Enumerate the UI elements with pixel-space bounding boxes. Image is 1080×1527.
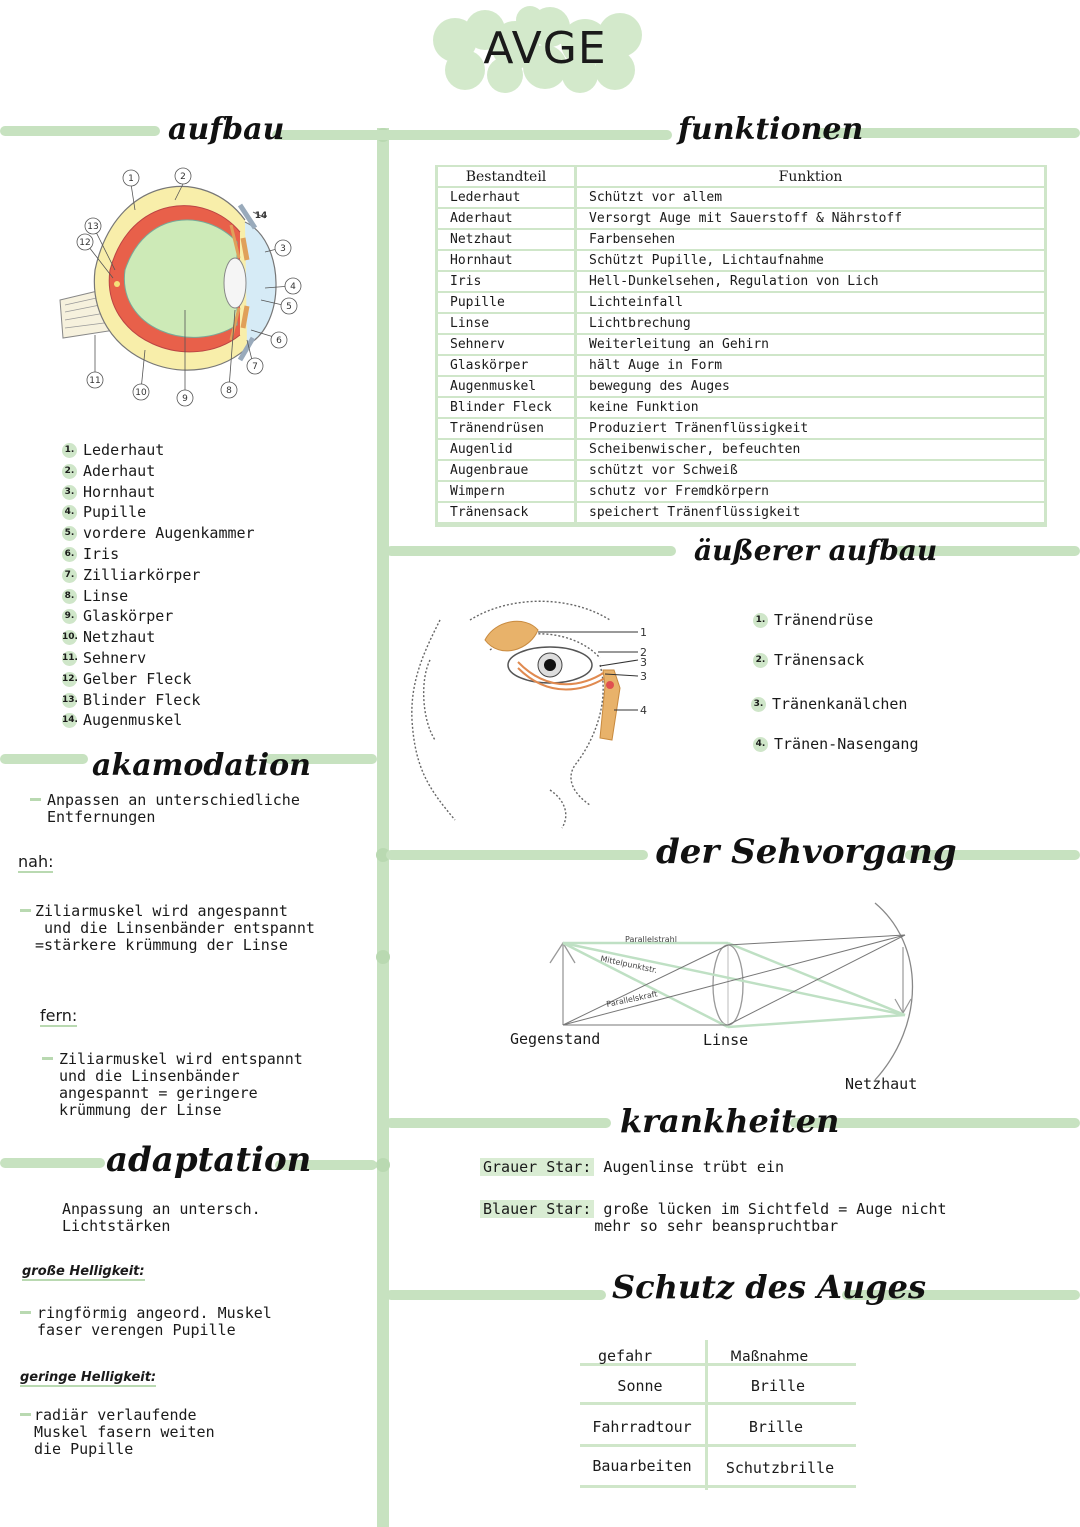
sehvorgang-diagram (505, 895, 935, 1100)
eye-label-2: 2 (180, 172, 186, 182)
heading-sehvorgang: der Sehvorgang (656, 832, 957, 872)
eye-label-3: 3 (280, 244, 286, 254)
list-item: 3. Tränenkanälchen (751, 696, 907, 713)
gering-helligkeit-label: geringe Helligkeit: (20, 1370, 157, 1385)
table-header-row: Bestandteil Funktion (438, 167, 1044, 187)
eye-label-14: 14 (254, 211, 268, 221)
akkomodation-intro: Anpassen an unterschiedliche Entfernungen (30, 792, 300, 826)
eye-label-13: 13 (87, 222, 99, 232)
heading-aeusserer-aufbau: äußerer aufbau (694, 534, 938, 567)
list-item: 12. Gelber Fleck (62, 669, 192, 688)
list-item: 8. Linse (62, 588, 255, 609)
list-item: 6. Iris (62, 546, 255, 567)
table-cell: Brille (750, 1377, 806, 1395)
fern-text: Ziliarmuskel wird entspannt und die Linsenbänder angespannt = geringere krümmung der Linse (42, 1051, 303, 1119)
table-row: Augenbraue schützt vor Schweiß (438, 460, 1044, 481)
eye-label-1: 1 (128, 174, 134, 184)
list-item: 7. Zilliarkörper (62, 567, 255, 588)
eye-label-8: 8 (226, 386, 232, 396)
gegenstand-label: Gegenstand (510, 1030, 601, 1048)
list-item: 1. Lederhaut (62, 442, 255, 463)
schutz-header-gefahr: gefahr (598, 1347, 653, 1365)
list-item: 13. Blinder Fleck (62, 690, 201, 709)
eye-label-6: 6 (276, 336, 282, 346)
heading-adaptation: adaptation (106, 1140, 312, 1180)
rule-sehvorgang-left (386, 850, 648, 860)
center-divider (377, 128, 389, 1527)
table-row: Tränensack speichert Tränenflüssigkeit (438, 502, 1044, 523)
fern-label: fern: (40, 1006, 78, 1025)
gross-helligkeit-text: ringförmig angeord. Muskel faser verengen Pupille (20, 1305, 272, 1339)
eye-label-12: 12 (79, 238, 91, 248)
outer-eye-label-1: 1 (640, 626, 647, 639)
list-item: 9. Glaskörper (62, 608, 255, 629)
list-item: 11. Sehnerv (62, 648, 147, 667)
table-row: Tränendrüsen Produziert Tränenflüssigkeit (438, 418, 1044, 439)
table-row: Netzhaut Farbensehen (438, 229, 1044, 250)
table-row: Blinder Fleck keine Funktion (438, 397, 1044, 418)
ray-label-parallel: Parallelstrahl (625, 935, 677, 944)
list-item: 2. Tränensack (753, 652, 864, 669)
schutz-table (580, 1340, 856, 1490)
table-row: Hornhaut Schützt Pupille, Lichtaufnahme (438, 250, 1044, 271)
rule-aufbau-right (272, 130, 672, 140)
heading-schutz: Schutz des Auges (612, 1268, 926, 1306)
table-cell: Schutzbrille (725, 1459, 835, 1477)
table-row: Linse Lichtbrechung (438, 313, 1044, 334)
eye-label-9: 9 (182, 394, 188, 404)
rule-schutz-left (386, 1290, 606, 1300)
outer-eye-label-2: 2 (640, 646, 647, 659)
aufbau-list (62, 442, 255, 733)
adaptation-intro: Anpassung an untersch. Lichtstärken (62, 1200, 261, 1235)
list-item: 2. Aderhaut (62, 463, 255, 484)
linse-label: Linse (703, 1031, 749, 1049)
krankheit-item: Grauer Star: Augenlinse trübt ein (480, 1159, 784, 1176)
table-row: Augenmuskel bewegung des Auges (438, 376, 1044, 397)
table-row: Aderhaut Versorgt Auge mit Sauerstoff & Nährstoff (438, 208, 1044, 229)
list-item: 5. vordere Augenkammer (62, 525, 255, 546)
outer-eye-label-4: 4 (640, 704, 647, 717)
ray-label-focal: Parallelskraft (605, 989, 659, 1009)
list-item: 4. Pupille (62, 504, 255, 525)
eye-label-7: 7 (252, 362, 258, 372)
list-item: 4. Tränen-Nasengang (753, 736, 919, 753)
ray-label-center: Mittelpunktstr. (599, 954, 659, 976)
table-cell: Fahrradtour (592, 1418, 692, 1436)
eye-label-4: 4 (290, 282, 296, 292)
table-row: Augenlid Scheibenwischer, befeuchten (438, 439, 1044, 460)
list-item: 10. Netzhaut (62, 628, 156, 647)
rule-krankheiten-left (386, 1118, 611, 1128)
eye-label-11: 11 (89, 376, 101, 386)
nah-text: Ziliarmuskel wird angespannt und die Linsenbänder entspannt =stärkere krümmung der Linse (20, 903, 315, 954)
outer-eye-label-3a: 3 (640, 656, 647, 669)
heading-krankheiten: krankheiten (620, 1102, 840, 1140)
heading-akkomodation: akamodation (92, 748, 311, 783)
gering-helligkeit-text: radiär verlaufende Muskel fasern weiten die Pupille (20, 1407, 215, 1458)
eye-label-10: 10 (135, 388, 147, 398)
table-row: Glaskörper hält Auge in Form (438, 355, 1044, 376)
table-cell: Brille (748, 1418, 804, 1436)
rule-akkomodation-left (0, 754, 88, 764)
table-row: Iris Hell-Dunkelsehen, Regulation von Lich (438, 271, 1044, 292)
rule-aeusserer-left (386, 546, 676, 556)
divider-dot (376, 1158, 390, 1172)
eye-cross-section-diagram (55, 160, 315, 410)
divider-dot (376, 950, 390, 964)
outer-eye-diagram (400, 590, 670, 830)
nah-label: nah: (18, 852, 54, 871)
eye-label-5: 5 (286, 302, 292, 312)
krankheit-item: Blauer Star: große lücken im Sichtfeld = Auge nicht mehr so sehr beanspruchtbar (480, 1201, 947, 1235)
table-row: Wimpern schutz vor Fremdkörpern (438, 481, 1044, 502)
table-row: Pupille Lichteinfall (438, 292, 1044, 313)
list-item: 1. Tränendrüse (753, 612, 873, 629)
page-title: AVGE (483, 23, 607, 74)
rule-aufbau-left (0, 126, 160, 136)
rule-adaptation-left (0, 1158, 105, 1168)
schutz-header-massnahme: Maßnahme (730, 1349, 809, 1365)
table-row: Lederhaut Schützt vor allem (438, 187, 1044, 208)
table-cell: Bauarbeiten (592, 1457, 692, 1475)
list-item: 3. Hornhaut (62, 484, 255, 505)
table-row: Sehnerv Weiterleitung an Gehirn (438, 334, 1044, 355)
outer-eye-label-3b: 3 (640, 670, 647, 683)
heading-aufbau: aufbau (168, 112, 285, 147)
list-item: 14. Augenmuskel (62, 711, 183, 730)
funktionen-table (435, 165, 1047, 527)
table-cell: Sonne (617, 1377, 663, 1395)
netzhaut-label: Netzhaut (845, 1075, 918, 1093)
gross-helligkeit-label: große Helligkeit: (22, 1264, 145, 1279)
heading-funktionen: funktionen (678, 112, 864, 147)
